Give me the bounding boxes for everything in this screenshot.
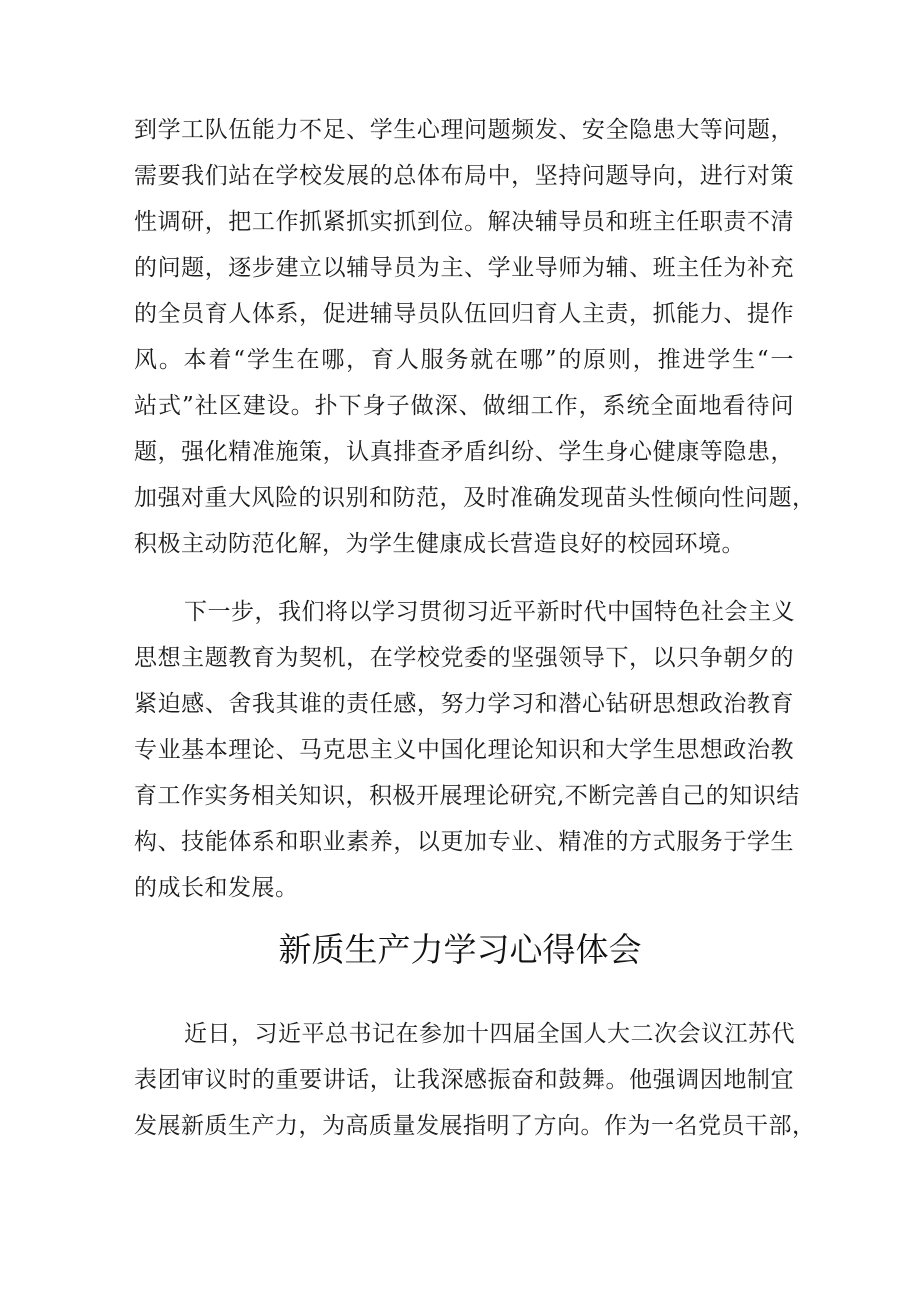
text-line: 性调研，把工作抓紧抓实抓到位。解决辅导员和班主任职责不清 <box>134 209 794 235</box>
text-line: 构、技能体系和职业素养，以更加专业、精准的方式服务于学生 <box>134 829 794 855</box>
text-line: 专业基本理论、马克思主义中国化理论知识和大学生思想政治教 <box>134 737 794 763</box>
text-line: 的成长和发展。 <box>134 875 299 901</box>
paragraph-1 <box>134 107 816 567</box>
text-line: 紧迫感、舍我其谁的责任感，努力学习和潜心钻研思想政治教育 <box>134 691 794 717</box>
text-line: 积极主动防范化解，为学生健康成长营造良好的校园环境。 <box>134 531 745 557</box>
text-line: 站式”社区建设。扑下身子做深、做细工作，系统全面地看待问 <box>134 393 794 419</box>
text-line: 加强对重大风险的识别和防范，及时准确发现苗头性倾向性问题， <box>134 485 816 511</box>
text-line: 近日，习近平总书记在参加十四届全国人大二次会议江苏代 <box>184 1021 795 1047</box>
text-line: 发展新质生产力，为高质量发展指明了方向。作为一名党员干部， <box>134 1113 816 1139</box>
text-line: 题，强化精准施策，认真排查矛盾纠纷、学生身心健康等隐患， <box>134 439 794 465</box>
text-line: 的全员育人体系，促进辅导员队伍回归育人主责，抓能力、提作 <box>134 301 794 327</box>
text-line: 的问题，逐步建立以辅导员为主、学业导师为辅、班主任为补充 <box>134 255 794 281</box>
paragraph-2 <box>134 589 800 911</box>
text-line: 表团审议时的重要讲话，让我深感振奋和鼓舞。他强调因地制宜 <box>134 1067 794 1093</box>
section-title: 新质生产力学习心得体会 <box>278 930 642 969</box>
text-line: 育工作实务相关知识，积极开展理论研究,不断完善自己的知识结 <box>134 783 800 809</box>
paragraph-3 <box>134 1011 816 1149</box>
text-line: 下一步，我们将以学习贯彻习近平新时代中国特色社会主义 <box>184 599 795 625</box>
text-line: 思想主题教育为契机，在学校党委的坚强领导下，以只争朝夕的 <box>134 645 794 671</box>
text-line: 风。本着“学生在哪，育人服务就在哪”的原则，推进学生“一 <box>134 347 794 373</box>
text-line: 到学工队伍能力不足、学生心理问题频发、安全隐患大等问题， <box>134 117 794 143</box>
text-line: 需要我们站在学校发展的总体布局中，坚持问题导向，进行对策 <box>134 163 794 189</box>
